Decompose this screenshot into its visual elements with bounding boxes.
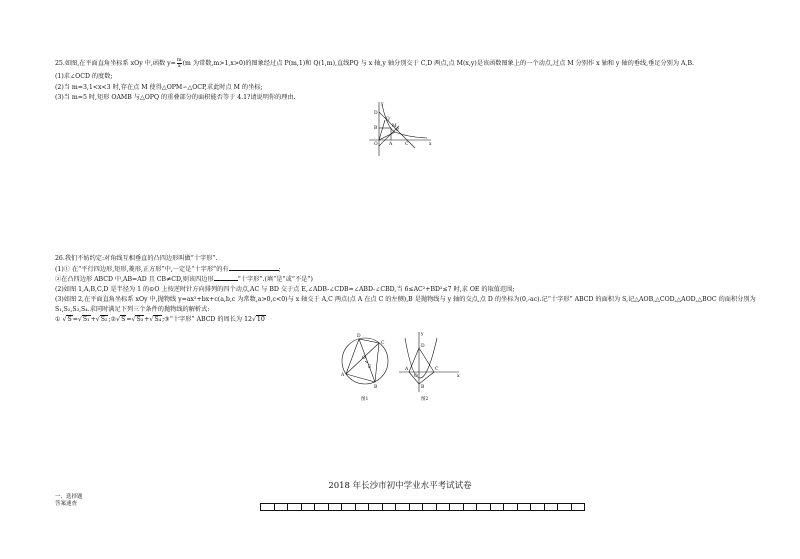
answer-cell — [423, 504, 437, 511]
answer-cell — [544, 504, 558, 511]
fig2-quad — [409, 348, 434, 384]
answer-cell — [382, 504, 396, 511]
answer-cell — [261, 504, 275, 511]
fig1-label-a: A — [341, 373, 345, 378]
q26-p2-end: “十字形”.(填“是”或“不是”) — [237, 276, 313, 283]
q25-stem — [55, 58, 694, 69]
q25-label-o: O — [374, 142, 378, 147]
q26-sqrt-s2: S₂ — [100, 316, 108, 323]
q25-label-b: B — [374, 126, 378, 131]
answer-cell — [517, 504, 531, 511]
q26-cond-plus-2: + — [144, 316, 150, 323]
q25-label-p: P — [396, 128, 400, 133]
q25-label-y: y — [381, 102, 384, 107]
q26-cond-plus-1: + — [90, 316, 96, 323]
answer-cell — [504, 504, 518, 511]
q25-label-q: Q — [386, 117, 390, 122]
answer-cell — [463, 504, 477, 511]
fig2-label-y: y — [421, 332, 424, 337]
q25-label-d: D — [374, 111, 378, 116]
q26-sqrt-s-b: S — [121, 316, 126, 323]
answer-cell — [328, 504, 342, 511]
section-heading: 一、选择题 — [55, 494, 83, 500]
answer-cell — [450, 504, 464, 511]
fig1-caption: 图1 — [361, 397, 369, 402]
fig2-caption: 图2 — [421, 397, 429, 402]
q26-sqrt-s1: S₁ — [82, 316, 90, 323]
q26-blank-1 — [229, 270, 279, 271]
q26-cond-2-mark: ;② — [108, 316, 117, 323]
fig1-label-d: D — [357, 334, 361, 339]
answer-cell — [315, 504, 329, 511]
q25-part-2: (2)当 m=3,1<x<3 时,存在点 M 使得△OPM∽△OCP,求此时点 M 的坐标; — [55, 84, 263, 91]
answer-cell — [288, 504, 302, 511]
q26-cond-eq: = — [72, 316, 78, 323]
q25-label-c: C — [405, 142, 409, 147]
q26-sqrt-s4: S₄ — [154, 316, 162, 323]
exam-title: 2018 年长沙市初中学业水平考试试卷 — [328, 481, 472, 491]
q25-stem-b: (m 为常数,m>1,x>0)的图象经过点 P(m,1)和 Q(1,m),直线PQ 与 x 轴,y 轴分别交于 C,D 两点,点 M(x,y)是该函数图象上的一个动点,过点 M 分别作 x 轴和 y 轴的垂线,垂足分别为 A,B. — [182, 60, 694, 67]
q26-part-1-1 — [55, 266, 281, 273]
q26-part-3: (3)如图 2,在平面直角坐标系 xOy 中,抛物线 y=ax²+bx+c(a,b,c 为常数,a>0,c<0)与 x 轴交于 A,C 两点(点 A 在点 C 的左侧),B 是抛物线与 y 轴的交点,点 D 的坐标为(0,-ac).记“十字形” ABCD 的面积为 S,记△AOB,△COD,△AOD,△BOC 的面积分别为 — [55, 296, 756, 303]
q26-part-1-2 — [55, 276, 313, 283]
fig2-label-o: O — [414, 374, 418, 379]
q26-p1-end: ; — [278, 266, 281, 273]
fig2-label-d: D — [421, 344, 425, 349]
answer-cell — [558, 504, 572, 511]
q26-intro: 26.我们不妨约定:对角线互相垂直的凸四边形叫做“十字形”. — [55, 255, 218, 262]
q26-blank-2 — [214, 280, 238, 281]
fig1-label-c: C — [381, 341, 385, 346]
answer-cell — [369, 504, 383, 511]
fig2-label-a: A — [405, 367, 409, 372]
q25-part-1: (1)求∠OCD 的度数; — [55, 73, 113, 80]
q25-figure — [365, 98, 435, 158]
q25-oq — [379, 120, 385, 140]
answer-cell — [274, 504, 288, 511]
q25-frac-den: x — [177, 63, 181, 69]
answer-cell — [490, 504, 504, 511]
q26-part-2: (2)如图 1,A,B,C,D 是半径为 1 的⊙O 上按逆时针方向排列的四个动点,AC 与 BD 交于点 E,∠ADB-∠CDB=∠ABD-∠CBD,当 6≤AC²+BD²≤7 时,求 OE 的取值范围; — [55, 286, 515, 293]
q26-sqrt-s: S — [67, 316, 72, 323]
q25-label-a: A — [389, 142, 393, 147]
answer-label: 答案速查 — [55, 501, 78, 507]
answer-cell — [355, 504, 369, 511]
q26-sqrt-10: 10 — [256, 316, 265, 323]
fig2-label-c: C — [435, 367, 439, 372]
q25-frac-num: m — [176, 57, 182, 63]
q26-part-3-cont: S₁,S₂,S₃,S₄.求同时满足下列三个条件的抛物线的解析式: — [55, 306, 210, 313]
q26-figure-2 — [397, 328, 463, 402]
fig1-label-o: O — [362, 356, 366, 361]
answer-cell — [342, 504, 356, 511]
q26-conditions: ① √S=√S₁+√S₂;②√S=√S₃+√S₄;③“十字形” ABCD 的周长为 12√10 — [55, 316, 265, 323]
q26-cond-3-text: ;③“十字形” ABCD 的周长为 12 — [162, 316, 252, 323]
answer-cell — [436, 504, 450, 511]
answer-cell — [396, 504, 410, 511]
answer-cell — [409, 504, 423, 511]
q26-p1-text: (1)① 在“平行四边形,矩形,菱形,正方形”中,一定是“十字形”的有 — [55, 266, 229, 273]
answer-cell — [571, 504, 585, 511]
fig1-label-e: E — [368, 365, 372, 370]
answer-row — [261, 504, 585, 511]
answer-cell — [301, 504, 315, 511]
q25-stem-a: 25.如图,在平面直角坐标系 xOy 中,函数 y= — [55, 60, 176, 67]
fig2-label-x: x — [457, 374, 460, 379]
q26-cond-1-mark: ① — [55, 316, 61, 323]
answer-cell — [531, 504, 545, 511]
q25-op — [379, 132, 395, 140]
q26-cond-eq-2: = — [126, 316, 132, 323]
fig2-label-b: B — [421, 385, 425, 390]
q25-label-m: M — [392, 124, 397, 129]
fig1-label-b: B — [374, 385, 378, 390]
q25-fraction — [177, 58, 182, 69]
answer-grid — [260, 503, 585, 511]
q25-part-3: (3)当 m=5 时,矩形 OAMB 与△OPQ 的重叠部分的面积能否等于 4.1?请说明你的理由. — [55, 94, 296, 101]
answer-cell — [477, 504, 491, 511]
q26-p2-text: ②在凸四边形 ABCD 中,AB=AD 且 CB≠CD,则该四边形 — [55, 276, 214, 283]
q25-label-x: x — [429, 142, 432, 147]
q26-figure-1 — [335, 330, 395, 402]
q26-sqrt-s3: S₃ — [136, 316, 144, 323]
